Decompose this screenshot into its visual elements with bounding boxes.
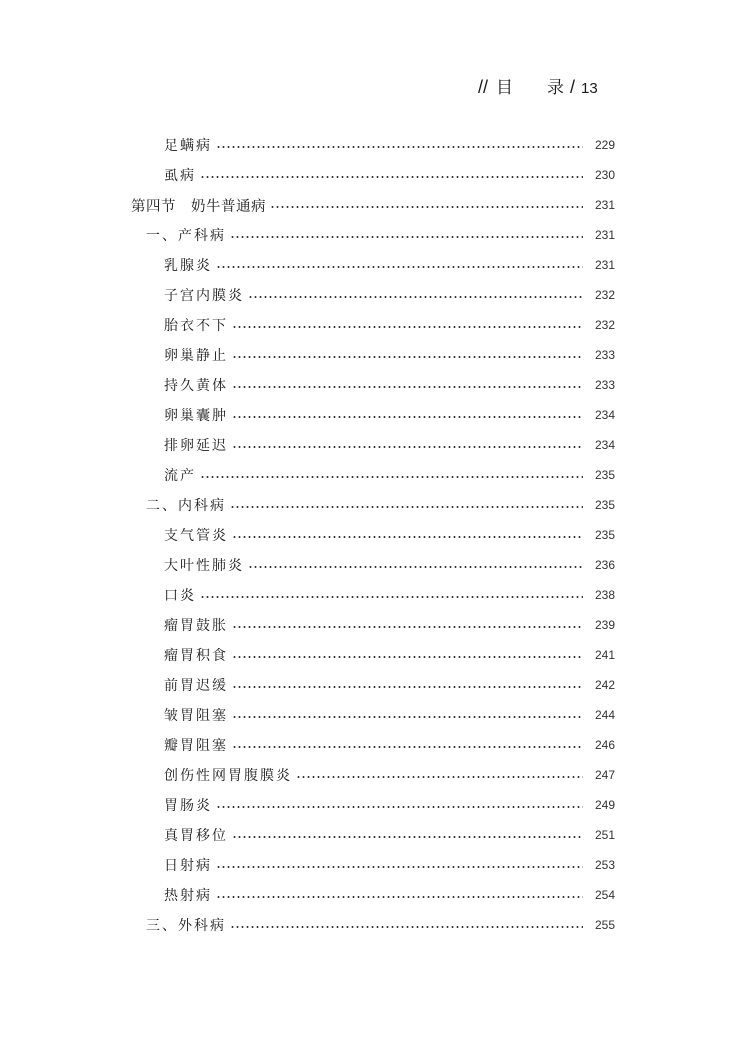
toc-entry[interactable] [0,730,730,760]
toc-entry-title: 瘤胃鼓胀 [164,618,228,634]
toc-entry[interactable] [0,760,730,790]
toc-entry-title: 大叶性肺炎 [164,558,244,574]
toc-entry[interactable] [0,250,730,280]
toc-entry-page: 241 [594,648,615,662]
toc-entry[interactable] [0,130,730,160]
toc-leader-dots [232,716,583,718]
header-page-number: 13 [581,80,598,97]
toc-entry-page: 236 [594,558,615,572]
toc-entry-title: 胎衣不下 [164,318,228,334]
toc-leader-dots [232,416,583,418]
toc-leader-dots [270,206,583,208]
toc-entry[interactable] [0,910,730,940]
header-word-lu: 录 [547,78,565,98]
toc-entry[interactable] [0,160,730,190]
toc-entry-title: 一、产科病 [146,228,226,244]
toc-leader-dots [232,326,583,328]
toc-entry-page: 235 [594,498,615,512]
toc-leader-dots [232,686,583,688]
toc-leader-dots [200,176,583,178]
toc-entry-page: 235 [594,468,615,482]
toc-entry-title: 口炎 [164,588,196,604]
header-word-mu: 目 [496,78,514,98]
toc-entry[interactable] [0,580,730,610]
toc-entry[interactable] [0,310,730,340]
running-header [478,73,598,97]
toc-entry-page: 229 [594,138,615,152]
header-slash-right: / [570,77,576,97]
toc-entry[interactable] [0,370,730,400]
toc-entry-page: 242 [594,678,615,692]
toc-leader-dots [232,656,583,658]
toc-leader-dots [230,236,583,238]
toc-entry[interactable] [0,820,730,850]
toc-entry[interactable] [0,520,730,550]
toc-leader-dots [232,386,583,388]
toc-leader-dots [232,836,583,838]
toc-entry[interactable] [0,700,730,730]
toc-entry-title: 虱病 [164,168,196,184]
toc-leader-dots [216,806,583,808]
toc-entry-title: 第四节 奶牛普通病 [131,198,266,215]
toc-entry-title: 热射病 [164,888,212,904]
header-slash-left: // [478,77,489,97]
toc-entry-page: 239 [594,618,615,632]
toc-leader-dots [232,536,583,538]
toc-leader-dots [216,146,583,148]
toc-entry-page: 234 [594,408,615,422]
toc-entry-page: 232 [594,318,615,332]
toc-entry-page: 246 [594,738,615,752]
toc-entry-page: 233 [594,378,615,392]
toc-entry[interactable] [0,490,730,520]
toc-entry[interactable] [0,190,730,220]
toc-entry-title: 日射病 [164,858,212,874]
toc-entry-title: 排卵延迟 [164,438,228,454]
toc-entry-title: 瘤胃积食 [164,648,228,664]
toc-entry-title: 子宫内膜炎 [164,288,244,304]
toc-entry[interactable] [0,850,730,880]
toc-leader-dots [230,926,583,928]
toc-entry[interactable] [0,280,730,310]
toc-entry-title: 卵巢静止 [164,348,228,364]
toc-entry-page: 249 [594,798,615,812]
toc-entry[interactable] [0,610,730,640]
toc-leader-dots [232,626,583,628]
toc-entry-title: 真胃移位 [164,828,228,844]
toc-leader-dots [230,506,583,508]
toc-entry-page: 253 [594,858,615,872]
toc-entry-page: 234 [594,438,615,452]
toc-leader-dots [200,596,583,598]
toc-leader-dots [216,866,583,868]
toc-leader-dots [248,566,583,568]
toc-entry-title: 创伤性网胃腹膜炎 [164,768,292,784]
toc-entry-title: 瓣胃阻塞 [164,738,228,754]
toc-entry-title: 三、外科病 [146,918,226,934]
toc-leader-dots [216,896,583,898]
toc-entry-page: 235 [594,528,615,542]
toc-entry-page: 251 [594,828,615,842]
toc-entry-title: 乳腺炎 [164,258,212,274]
toc-entry[interactable] [0,670,730,700]
toc-entry[interactable] [0,340,730,370]
toc-leader-dots [232,446,583,448]
toc-entry[interactable] [0,880,730,910]
toc-entry-page: 231 [594,228,615,242]
toc-entry-page: 254 [594,888,615,902]
toc-entry-title: 流产 [164,468,196,484]
toc-entry-page: 233 [594,348,615,362]
toc-leader-dots [232,356,583,358]
toc-entry-page: 244 [594,708,615,722]
toc-entry-page: 255 [594,918,615,932]
toc-entry-page: 232 [594,288,615,302]
toc-entry-title: 前胃迟缓 [164,678,228,694]
toc-entry-page: 231 [594,198,615,212]
toc-entry-page: 231 [594,258,615,272]
toc-entry-title: 胃肠炎 [164,798,212,814]
toc-entry[interactable] [0,430,730,460]
toc-leader-dots [248,296,583,298]
toc-entry[interactable] [0,550,730,580]
toc-entry[interactable] [0,400,730,430]
toc-entry-page: 238 [594,588,615,602]
toc-entry-title: 皱胃阻塞 [164,708,228,724]
toc-leader-dots [232,746,583,748]
toc-entry-title: 支气管炎 [164,528,228,544]
toc-entry[interactable] [0,460,730,490]
toc-entry-title: 足螨病 [164,138,212,154]
toc-entry-title: 二、内科病 [146,498,226,514]
toc-entry-title: 卵巢囊肿 [164,408,228,424]
toc-leader-dots [216,266,583,268]
toc-entry[interactable] [0,640,730,670]
toc-entry[interactable] [0,220,730,250]
toc-leader-dots [296,776,583,778]
toc-entry[interactable] [0,790,730,820]
toc-entry-page: 247 [594,768,615,782]
toc-entry-page: 230 [594,168,615,182]
toc-entry-title: 持久黄体 [164,378,228,394]
toc-leader-dots [200,476,583,478]
